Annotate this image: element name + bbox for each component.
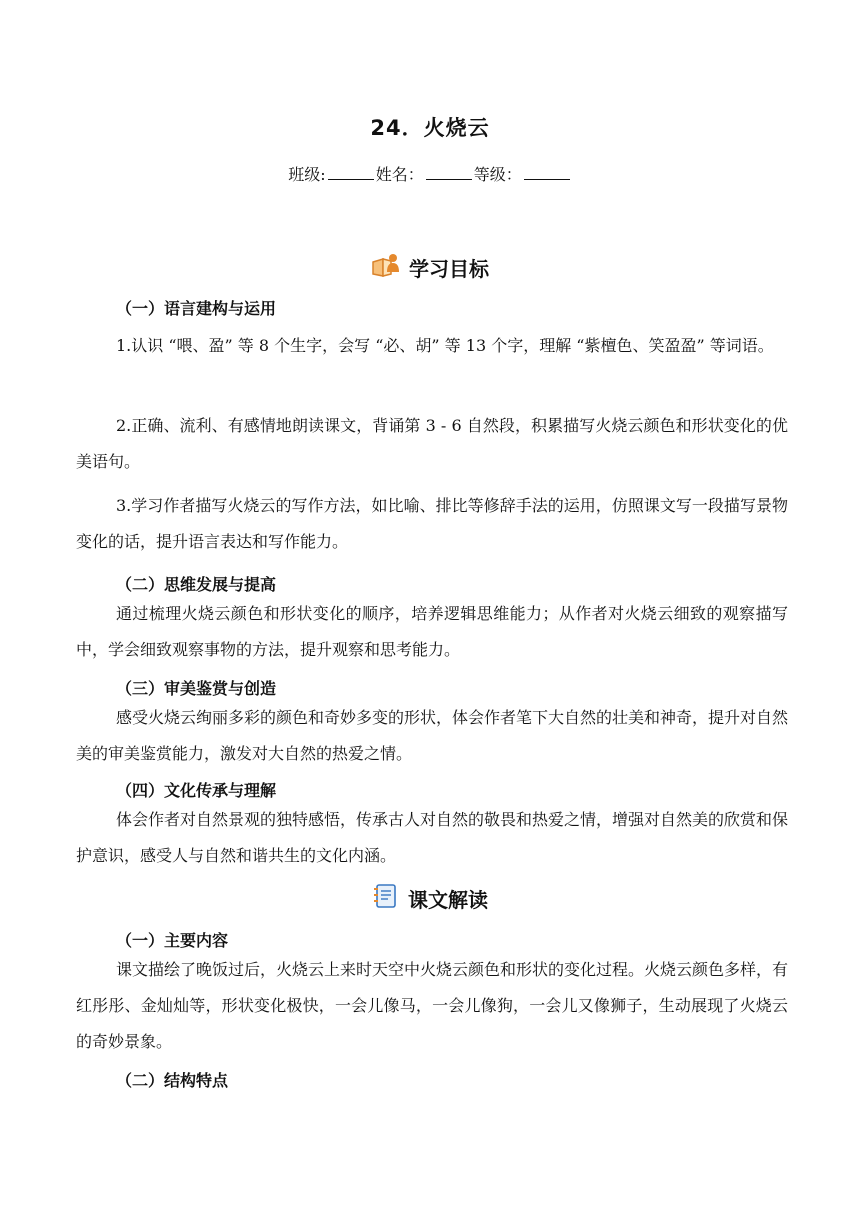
subheading-structure: （二）结构特点 xyxy=(116,1071,229,1090)
grade-blank xyxy=(524,165,570,180)
paragraph-culture: 体会作者对自然景观的独特感悟，传承古人对自然的敬畏和热爱之情，增强对自然美的欣赏和保护意识，感受人与自然和谐共生的文化内涵。 xyxy=(76,810,789,865)
subheading-aesthetics: （三）审美鉴赏与创造 xyxy=(116,679,277,698)
paragraph-objective-1: 1.认识 “喂、盈” 等 8 个生字，会写 “必、胡” 等 13 个字，理解 “紫檀色、笑盈盈” 等词语。 xyxy=(116,336,774,355)
name-blank xyxy=(426,165,472,180)
section-heading-objectives: 学习目标 xyxy=(0,252,860,283)
subheading-thinking: （二）思维发展与提高 xyxy=(116,575,277,594)
subheading-culture: （四）文化传承与理解 xyxy=(116,781,277,800)
grade-label: 等级： xyxy=(473,165,522,184)
paragraph-aesthetics: 感受火烧云绚丽多彩的颜色和奇妙多变的形状，体会作者笔下大自然的壮美和神奇，提升对自然美的审美鉴赏能力，激发对大自然的热爱之情。 xyxy=(76,708,789,763)
document-title: 24．火烧云 xyxy=(370,116,490,140)
section-heading-interpretation: 课文解读 xyxy=(0,882,860,915)
paragraph-main-content: 课文描绘了晚饭过后，火烧云上来时天空中火烧云颜色和形状的变化过程。火烧云颜色多样，有红彤彤、金灿灿等，形状变化极快，一会儿像马，一会儿像狗，一会儿又像狮子，生动展现了火烧云的奇妙景象。 xyxy=(76,960,789,1051)
class-label: 班级: xyxy=(288,165,326,184)
class-blank xyxy=(328,165,374,180)
name-label: 姓名： xyxy=(375,165,424,184)
paragraph-objective-3: 3.学习作者描写火烧云的写作方法，如比喻、排比等修辞手法的运用，仿照课文写一段描写景物变化的话，提升语言表达和写作能力。 xyxy=(76,496,788,551)
subheading-language: （一）语言建构与运用 xyxy=(116,299,277,318)
class-info-line xyxy=(0,162,860,185)
notebook-icon xyxy=(372,882,400,915)
paragraph-objective-2: 2.正确、流利、有感情地朗读课文，背诵第 3 - 6 自然段，积累描写火烧云颜色和形状变化的优美语句。 xyxy=(76,416,788,471)
reader-icon xyxy=(371,252,401,283)
subheading-main-content: （一）主要内容 xyxy=(116,931,229,950)
paragraph-thinking: 通过梳理火烧云颜色和形状变化的顺序，培养逻辑思维能力；从作者对火烧云细致的观察描写中，学会细致观察事物的方法，提升观察和思考能力。 xyxy=(76,604,788,659)
